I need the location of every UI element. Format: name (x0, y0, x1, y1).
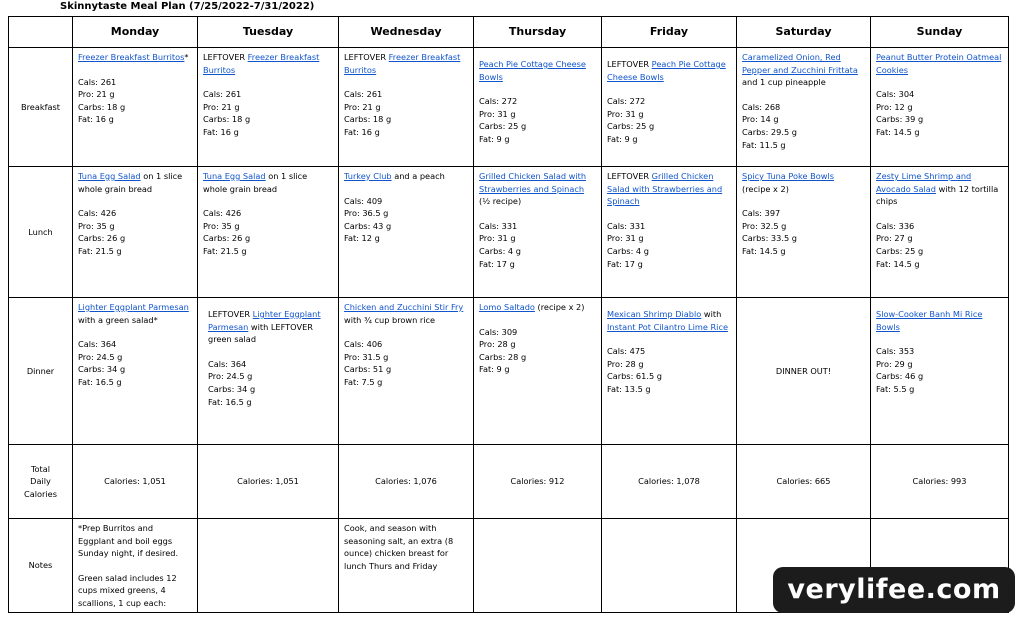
leftover-label: LEFTOVER (208, 309, 253, 319)
protein-value: Pro: 21 g (344, 101, 381, 112)
fat-value: Fat: 9 g (479, 364, 510, 375)
carbs-value: Carbs: 18 g (203, 114, 251, 125)
breakfast-row (9, 48, 1009, 167)
note-text: *Prep Burritos and Eggplant and boil eggs Sunday night, if desired. (78, 523, 179, 559)
day-header-sunday: Sunday (871, 17, 1009, 48)
carbs-value: Carbs: 29.5 g (742, 126, 797, 137)
recipe-link[interactable]: Tuna Egg Salad (78, 171, 141, 181)
carbs-value: Carbs: 4 g (479, 245, 521, 256)
calories-value: Cals: 426 (203, 208, 242, 219)
meal-note: and a peach (391, 171, 445, 181)
fat-value: Fat: 16 g (203, 126, 239, 137)
meal-cell (339, 48, 474, 167)
meal-note: on 1 slice whole grain bread (78, 171, 183, 194)
calories-value: Cals: 336 (876, 220, 915, 231)
corner-cell (9, 17, 73, 48)
protein-value: Pro: 27 g (876, 233, 913, 244)
daily-total: Calories: 1,051 (198, 445, 339, 519)
meal-note: with LEFTOVER green salad (208, 321, 313, 345)
meal-note: * (184, 52, 189, 62)
recipe-link[interactable]: Lighter Eggplant Parmesan (208, 309, 321, 332)
daily-total: Calories: 665 (737, 445, 871, 519)
fat-value: Fat: 14.5 g (742, 245, 786, 256)
notes-cell-tuesday (198, 519, 339, 613)
recipe-link-secondary[interactable]: Instant Pot Cilantro Lime Rice (607, 321, 729, 332)
fat-value: Fat: 12 g (344, 233, 380, 244)
calories-value: Cals: 261 (344, 89, 383, 100)
row-label-notes: Notes (9, 519, 73, 613)
meal-plan-table (8, 16, 1009, 613)
recipe-link[interactable]: Caramelized Onion, Red Pepper and Zucchini Frittata (742, 52, 858, 75)
meal-cell (73, 48, 198, 167)
fat-value: Fat: 14.5 g (876, 126, 920, 137)
meal-note: with ¾ cup brown rice (344, 314, 436, 325)
calories-value: Cals: 272 (607, 96, 646, 107)
recipe-link[interactable]: Slow-Cooker Banh Mi Rice Bowls (876, 309, 983, 332)
recipe-link[interactable]: Spicy Tuna Poke Bowls (742, 171, 834, 181)
protein-value: Pro: 35 g (203, 220, 240, 231)
meal-cell (871, 167, 1009, 298)
calories-value: Cals: 409 (344, 195, 383, 206)
daily-total: Calories: 912 (474, 445, 602, 519)
protein-value: Pro: 31.5 g (344, 351, 389, 362)
recipe-link[interactable]: Tuna Egg Salad (203, 171, 266, 181)
meal-cell (73, 167, 198, 298)
protein-value: Pro: 35 g (78, 220, 115, 231)
calories-value: Cals: 309 (479, 326, 518, 337)
calories-value: Cals: 475 (607, 346, 646, 357)
leftover-label: LEFTOVER (344, 52, 389, 62)
fat-value: Fat: 13.5 g (607, 383, 651, 394)
protein-value: Pro: 21 g (203, 101, 240, 112)
meal-cell (871, 298, 1009, 445)
header-row (9, 17, 1009, 48)
meal-cell (198, 298, 339, 445)
calories-value: Cals: 331 (607, 220, 646, 231)
recipe-link[interactable]: Peach Pie Cottage Cheese Bowls (607, 59, 726, 82)
meal-note: (recipe x 2) (534, 302, 585, 312)
recipe-link[interactable]: Turkey Club (344, 171, 392, 181)
row-label-lunch: Lunch (9, 167, 73, 298)
leftover-label: LEFTOVER (607, 171, 652, 181)
daily-total: Calories: 1,076 (339, 445, 474, 519)
meal-cell (339, 167, 474, 298)
meal-note: with (701, 309, 722, 319)
carbs-value: Carbs: 18 g (344, 114, 392, 125)
protein-value: Pro: 36.5 g (344, 208, 389, 219)
row-label-dinner: Dinner (9, 298, 73, 445)
recipe-link[interactable]: Peach Pie Cottage Cheese Bowls (479, 59, 586, 82)
protein-value: Pro: 28 g (479, 339, 516, 350)
meal-cell (474, 167, 602, 298)
meal-cell (474, 298, 602, 445)
notes-cell-friday (602, 519, 737, 613)
fat-value: Fat: 21.5 g (78, 245, 122, 256)
recipe-link[interactable]: Chicken and Zucchini Stir Fry (344, 302, 464, 312)
carbs-value: Carbs: 25 g (479, 121, 527, 132)
fat-value: Fat: 9 g (607, 133, 638, 144)
calories-value: Cals: 397 (742, 208, 781, 219)
carbs-value: Carbs: 26 g (203, 233, 251, 244)
meal-note: and 1 cup pineapple (742, 77, 826, 88)
fat-value: Fat: 16.5 g (78, 376, 122, 387)
protein-value: Pro: 32.5 g (742, 220, 787, 231)
carbs-value: Carbs: 25 g (607, 121, 655, 132)
fat-value: Fat: 7.5 g (344, 376, 383, 387)
protein-value: Pro: 31 g (607, 233, 644, 244)
calories-value: Cals: 426 (78, 208, 117, 219)
leftover-label: LEFTOVER (607, 59, 652, 69)
meal-note: (recipe x 2) (742, 183, 789, 194)
fat-value: Fat: 17 g (607, 258, 643, 269)
watermark-logo: verylifee.com (773, 567, 1015, 613)
fat-value: Fat: 9 g (479, 133, 510, 144)
fat-value: Fat: 14.5 g (876, 258, 920, 269)
meal-cell (474, 48, 602, 167)
meal-note: on 1 slice whole grain bread (203, 171, 308, 194)
calories-value: Cals: 272 (479, 96, 518, 107)
recipe-link[interactable]: Mexican Shrimp Diablo (607, 309, 702, 319)
calories-value: Cals: 406 (344, 339, 383, 350)
carbs-value: Carbs: 33.5 g (742, 233, 797, 244)
protein-value: Pro: 12 g (876, 101, 913, 112)
meal-note: with a green salad* (78, 314, 158, 325)
recipe-link[interactable]: Grilled Chicken Salad with Strawberries and Spinach (607, 171, 723, 207)
carbs-value: Carbs: 26 g (78, 233, 126, 244)
notes-cell-monday (73, 519, 198, 613)
meal-cell (602, 48, 737, 167)
protein-value: Pro: 28 g (607, 358, 644, 369)
fat-value: Fat: 11.5 g (742, 139, 786, 150)
fat-value: Fat: 16.5 g (208, 396, 252, 407)
fat-value: Fat: 17 g (479, 258, 515, 269)
carbs-value: Carbs: 25 g (876, 245, 924, 256)
recipe-link[interactable]: Freezer Breakfast Burritos (344, 52, 461, 75)
carbs-value: Carbs: 18 g (78, 101, 126, 112)
daily-total: Calories: 1,051 (73, 445, 198, 519)
calories-value: Cals: 353 (876, 346, 915, 357)
totals-row (9, 445, 1009, 519)
calories-value: Cals: 364 (78, 339, 117, 350)
recipe-link[interactable]: Lomo Saltado (479, 302, 535, 312)
day-header-monday: Monday (73, 17, 198, 48)
meal-cell (737, 48, 871, 167)
fat-value: Fat: 21.5 g (203, 245, 247, 256)
carbs-value: Carbs: 28 g (479, 351, 527, 362)
day-header-wednesday: Wednesday (339, 17, 474, 48)
meal-note: (½ recipe) (479, 196, 522, 207)
note-text: Cook, and season with seasoning salt, an extra (8 ounce) chicken breast for lunch Thurs and Friday (344, 523, 454, 571)
protein-value: Pro: 21 g (78, 89, 115, 100)
day-header-saturday: Saturday (737, 17, 871, 48)
notes-cell-wednesday (339, 519, 474, 613)
notes-cell-thursday (474, 519, 602, 613)
fat-value: Fat: 16 g (78, 114, 114, 125)
calories-value: Cals: 261 (203, 89, 242, 100)
fat-value: Fat: 16 g (344, 126, 380, 137)
protein-value: Pro: 31 g (479, 233, 516, 244)
recipe-link[interactable]: Freezer Breakfast Burritos (78, 52, 185, 62)
meal-cell (73, 298, 198, 445)
day-header-tuesday: Tuesday (198, 17, 339, 48)
carbs-value: Carbs: 34 g (208, 383, 256, 394)
meal-cell (339, 298, 474, 445)
calories-value: Cals: 304 (876, 89, 915, 100)
recipe-link[interactable]: Lighter Eggplant Parmesan (78, 302, 189, 312)
carbs-value: Carbs: 51 g (344, 364, 392, 375)
carbs-value: Carbs: 61.5 g (607, 371, 662, 382)
protein-value: Pro: 31 g (607, 108, 644, 119)
dinner-row (9, 298, 1009, 445)
protein-value: Pro: 31 g (479, 108, 516, 119)
calories-value: Cals: 268 (742, 101, 781, 112)
carbs-value: Carbs: 43 g (344, 220, 392, 231)
fat-value: Fat: 5.5 g (876, 383, 915, 394)
dinner-out-label: DINNER OUT! (737, 298, 871, 445)
lunch-row (9, 167, 1009, 298)
document-title: Skinnytaste Meal Plan (7/25/2022-7/31/2022) (60, 1, 315, 12)
daily-total: Calories: 993 (871, 445, 1009, 519)
row-label-breakfast: Breakfast (9, 48, 73, 167)
carbs-value: Carbs: 34 g (78, 364, 126, 375)
carbs-value: Carbs: 4 g (607, 245, 649, 256)
note-text: Green salad includes 12 cups mixed greens, 4 scallions, 1 cup each: (78, 572, 177, 608)
protein-value: Pro: 24.5 g (208, 371, 253, 382)
daily-total: Calories: 1,078 (602, 445, 737, 519)
calories-value: Cals: 331 (479, 220, 518, 231)
recipe-link[interactable]: Grilled Chicken Salad with Strawberries and Spinach (479, 171, 587, 194)
leftover-label: LEFTOVER (203, 52, 248, 62)
day-header-friday: Friday (602, 17, 737, 48)
meal-cell (871, 48, 1009, 167)
recipe-link[interactable]: Peanut Butter Protein Oatmeal Cookies (876, 52, 1002, 75)
meal-cell (737, 167, 871, 298)
day-header-thursday: Thursday (474, 17, 602, 48)
protein-value: Pro: 29 g (876, 358, 913, 369)
meal-cell (602, 298, 737, 445)
protein-value: Pro: 24.5 g (78, 351, 123, 362)
meal-cell (198, 48, 339, 167)
meal-cell (602, 167, 737, 298)
calories-value: Cals: 364 (208, 358, 247, 369)
meal-cell (198, 167, 339, 298)
carbs-value: Carbs: 46 g (876, 371, 924, 382)
carbs-value: Carbs: 39 g (876, 114, 924, 125)
meal-note: with 12 tortilla chips (876, 183, 999, 207)
protein-value: Pro: 14 g (742, 114, 779, 125)
calories-value: Cals: 261 (78, 76, 117, 87)
row-label-totals: Total Daily Calories (9, 445, 73, 519)
recipe-link[interactable]: Freezer Breakfast Burritos (203, 52, 320, 75)
recipe-link[interactable]: Zesty Lime Shrimp and Avocado Salad (876, 171, 972, 194)
